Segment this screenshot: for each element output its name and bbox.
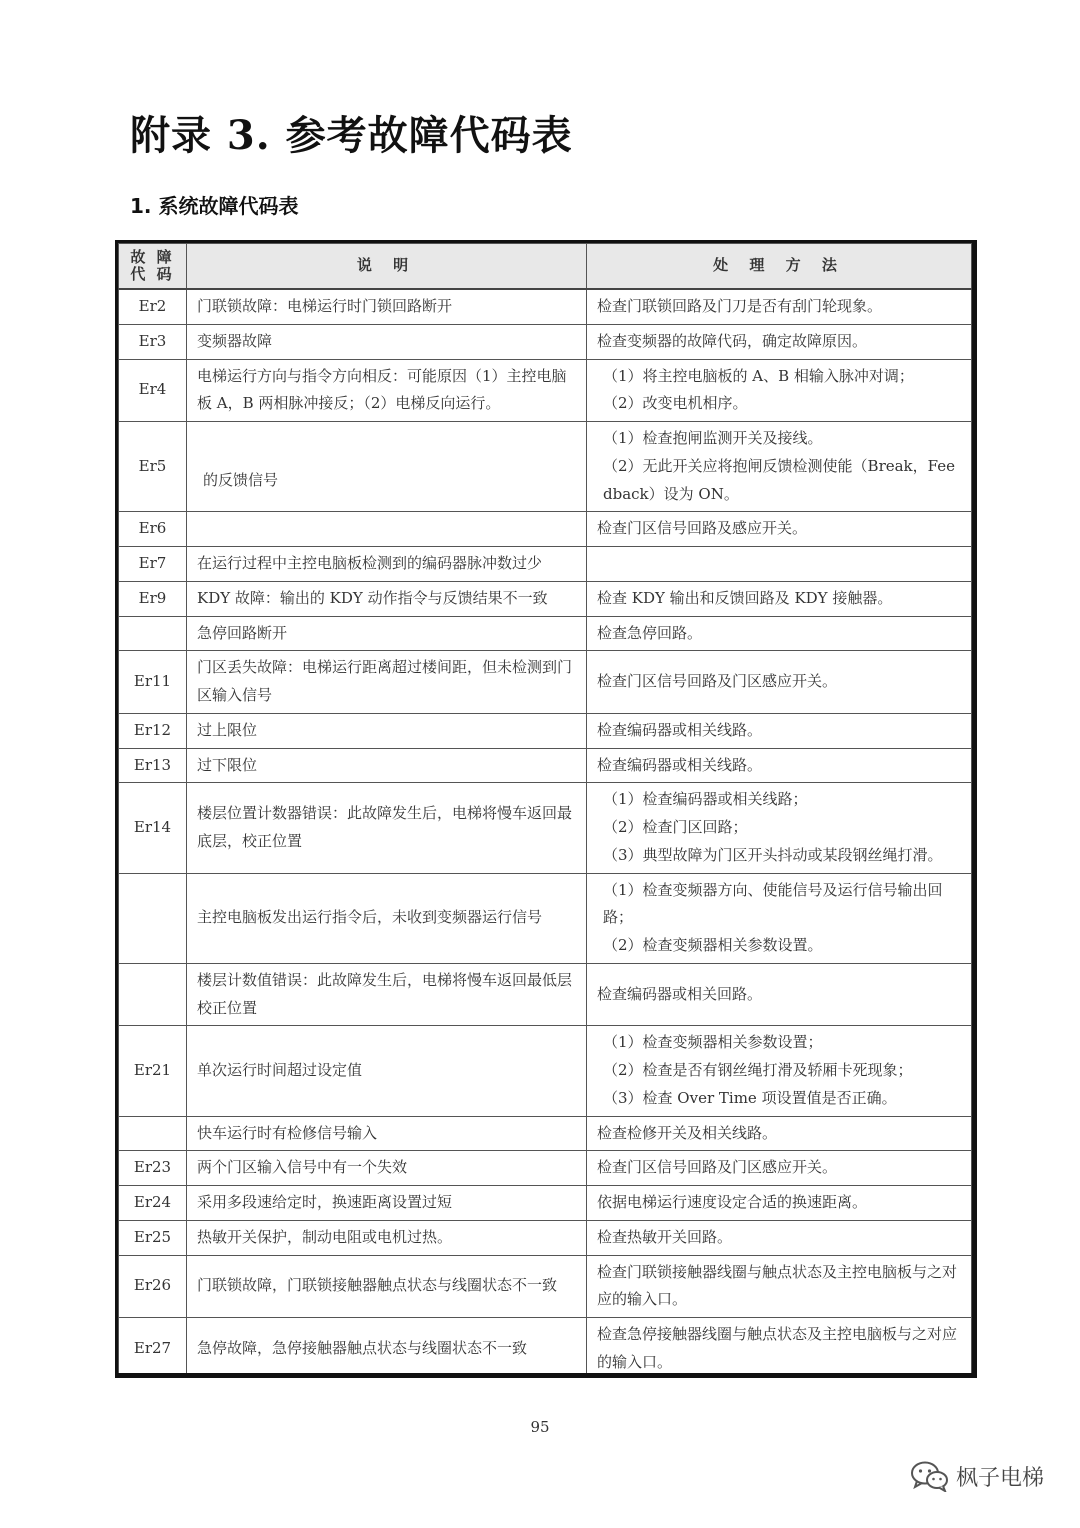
fault-code-cell: Er23 xyxy=(119,1151,187,1186)
solution-line: 检查编码器或相关线路。 xyxy=(597,755,763,774)
solution-line: （2）无此开关应将抱闸反馈检测使能（Break，Feedback）设为 ON。 xyxy=(603,456,955,503)
solution-cell xyxy=(587,289,972,324)
header-fault-code xyxy=(119,244,187,290)
solution-line: 检查门联锁接触器线圈与触点状态及主控电脑板与之对应的输入口。 xyxy=(597,1262,958,1309)
solution-cell xyxy=(587,512,972,547)
solution-line: 检查门联锁回路及门刀是否有刮门轮现象。 xyxy=(597,297,883,315)
description-line: 楼层计数值错误：此故障发生后，电梯将慢车返回最低层校正位置 xyxy=(197,970,573,1017)
solution-line: （2）检查是否有钢丝绳打滑及轿厢卡死现象； xyxy=(603,1061,913,1079)
solution-line: （1）检查抱闸监测开关及接线。 xyxy=(603,429,823,447)
table-row xyxy=(119,963,972,1026)
wechat-icon xyxy=(910,1460,950,1492)
table-row xyxy=(119,359,972,422)
solution-line: 检查急停接触器线圈与触点状态及主控电脑板与之对应的输入口。 xyxy=(597,1325,958,1371)
description-cell xyxy=(187,289,587,324)
fault-code-cell: Er14 xyxy=(119,783,187,873)
description-line: 电梯运行方向与指令方向相反：可能原因（1）主控电脑板 A，B 两相脉冲接反；（2）电梯反向运行。 xyxy=(197,366,567,413)
solution-line: 检查检修开关及相关线路。 xyxy=(597,1123,778,1142)
solution-cell xyxy=(587,1026,972,1116)
description-line: 的反馈信号 xyxy=(203,470,279,489)
description-line: 急停故障，急停接触器触点状态与线圈状态不一致 xyxy=(197,1338,528,1357)
description-cell xyxy=(187,1255,587,1318)
fault-code-cell: Er2 xyxy=(119,289,187,324)
page-title: 附录 3. 参考故障代码表 xyxy=(130,112,573,159)
solution-line: （1）检查变频器方向、使能信号及运行信号输出回路； xyxy=(603,880,943,927)
description-line: 变频器故障 xyxy=(197,331,273,350)
table-row xyxy=(119,422,972,512)
table-row xyxy=(119,581,972,616)
description-line: 过下限位 xyxy=(197,755,258,774)
table-row xyxy=(119,713,972,748)
fault-code-cell: Er12 xyxy=(119,713,187,748)
description-cell xyxy=(187,1318,587,1379)
description-cell xyxy=(187,963,587,1026)
description-line: 两个门区输入信号中有一个失效 xyxy=(197,1158,408,1177)
fault-code-cell xyxy=(119,963,187,1026)
solution-line: （2）改变电机相序。 xyxy=(603,394,748,413)
description-line: 过上限位 xyxy=(197,720,258,739)
description-cell xyxy=(187,651,587,714)
solution-cell xyxy=(587,547,972,582)
fault-code-cell: Er5 xyxy=(119,422,187,512)
table-row xyxy=(119,547,972,582)
solution-line: 检查门区信号回路及门区感应开关。 xyxy=(597,672,838,691)
solution-line: 检查编码器或相关回路。 xyxy=(597,984,763,1003)
table-row xyxy=(119,512,972,547)
fault-code-cell xyxy=(119,1116,187,1151)
solution-line: 检查变频器的故障代码，确定故障原因。 xyxy=(597,331,868,350)
table-row xyxy=(119,289,972,324)
description-line: 热敏开关保护，制动电阻或电机过热。 xyxy=(197,1227,453,1246)
solution-line: （2）检查变频器相关参数设置。 xyxy=(603,936,823,954)
table-row xyxy=(119,651,972,714)
solution-cell xyxy=(587,1255,972,1318)
description-line: KDY 故障：输出的 KDY 动作指令与反馈结果不一致 xyxy=(197,588,548,607)
description-cell xyxy=(187,616,587,651)
fault-code-cell: Er6 xyxy=(119,512,187,547)
table-row xyxy=(119,1186,972,1221)
description-cell xyxy=(187,1116,587,1151)
table-row xyxy=(119,1116,972,1151)
fault-code-cell: Er7 xyxy=(119,547,187,582)
header-fault-code-line1: 故 障 xyxy=(130,247,175,266)
solution-line: （1）检查编码器或相关线路； xyxy=(603,790,808,809)
description-line: 急停回路断开 xyxy=(197,623,288,642)
fault-code-cell: Er24 xyxy=(119,1186,187,1221)
solution-cell xyxy=(587,616,972,651)
description-cell xyxy=(187,512,587,547)
solution-line: （2）检查门区回路； xyxy=(603,818,748,836)
solution-line xyxy=(597,550,961,578)
header-fault-code-line2: 代 码 xyxy=(130,265,175,283)
section-heading: 1. 系统故障代码表 xyxy=(130,194,299,218)
solution-line: （1）检查变频器相关参数设置； xyxy=(603,1033,823,1052)
description-line xyxy=(197,439,576,467)
fault-code-cell xyxy=(119,873,187,963)
solution-cell xyxy=(587,1151,972,1186)
table-row xyxy=(119,1220,972,1255)
header-solution: 处 理 方 法 xyxy=(587,244,972,290)
solution-cell xyxy=(587,359,972,422)
fault-code-cell: Er11 xyxy=(119,651,187,714)
solution-cell xyxy=(587,651,972,714)
description-cell xyxy=(187,547,587,582)
solution-cell xyxy=(587,1186,972,1221)
fault-code-cell: Er3 xyxy=(119,324,187,359)
table-row xyxy=(119,783,972,873)
description-cell xyxy=(187,581,587,616)
solution-cell xyxy=(587,713,972,748)
description-line: 门联锁故障，门联锁接触器触点状态与线圈状态不一致 xyxy=(197,1276,558,1295)
solution-line: 检查急停回路。 xyxy=(597,623,703,642)
description-line: 采用多段速给定时，换速距离设置过短 xyxy=(197,1193,453,1211)
description-line: 门联锁故障：电梯运行时门锁回路断开 xyxy=(197,297,453,315)
solution-cell xyxy=(587,783,972,873)
watermark xyxy=(910,1460,1044,1492)
table-row xyxy=(119,1151,972,1186)
solution-cell xyxy=(587,1220,972,1255)
solution-line: （1）将主控电脑板的 A、B 相输入脉冲对调； xyxy=(603,366,914,385)
fault-code-cell: Er27 xyxy=(119,1318,187,1379)
solution-line: 检查热敏开关回路。 xyxy=(597,1227,733,1246)
description-cell xyxy=(187,324,587,359)
solution-cell xyxy=(587,581,972,616)
fault-code-cell: Er26 xyxy=(119,1255,187,1318)
table-row xyxy=(119,873,972,963)
solution-line: （3）典型故障为门区开头抖动或某段钢丝绳打滑。 xyxy=(603,845,943,864)
description-cell xyxy=(187,1026,587,1116)
fault-code-cell: Er9 xyxy=(119,581,187,616)
description-line: 主控电脑板发出运行指令后，未收到变频器运行信号 xyxy=(197,908,543,927)
table-row xyxy=(119,324,972,359)
solution-line: 检查 KDY 输出和反馈回路及 KDY 接触器。 xyxy=(597,588,893,607)
solution-line: 依据电梯运行速度设定合适的换速距离。 xyxy=(597,1193,868,1211)
solution-cell xyxy=(587,422,972,512)
page-number: 95 xyxy=(530,1418,550,1436)
table-header-row xyxy=(119,244,972,290)
solution-cell xyxy=(587,748,972,783)
fault-code-cell: Er21 xyxy=(119,1026,187,1116)
description-line xyxy=(197,515,576,543)
watermark-text: 枫子电梯 xyxy=(955,1465,1044,1491)
description-cell xyxy=(187,422,587,512)
description-line: 单次运行时间超过设定值 xyxy=(197,1061,363,1079)
description-line: 门区丢失故障：电梯运行距离超过楼间距，但未检测到门区输入信号 xyxy=(197,658,573,704)
solution-cell xyxy=(587,873,972,963)
description-line: 快车运行时有检修信号输入 xyxy=(197,1123,378,1142)
description-cell xyxy=(187,1186,587,1221)
header-description: 说 明 xyxy=(187,244,587,290)
description-cell xyxy=(187,783,587,873)
fault-code-cell: Er4 xyxy=(119,359,187,422)
solution-cell xyxy=(587,324,972,359)
fault-code-table-frame xyxy=(115,240,977,1378)
fault-code-cell xyxy=(119,616,187,651)
fault-code-cell: Er25 xyxy=(119,1220,187,1255)
solution-line: 检查门区信号回路及感应开关。 xyxy=(597,519,808,538)
table-row xyxy=(119,748,972,783)
description-cell xyxy=(187,1151,587,1186)
solution-line: （3）检查 Over Time 项设置值是否正确。 xyxy=(603,1088,897,1107)
table-row xyxy=(119,1318,972,1379)
fault-code-table xyxy=(118,243,972,1378)
table-row xyxy=(119,1026,972,1116)
solution-cell xyxy=(587,963,972,1026)
description-cell xyxy=(187,873,587,963)
description-cell xyxy=(187,359,587,422)
description-cell xyxy=(187,748,587,783)
table-body xyxy=(119,289,972,1378)
table-row xyxy=(119,616,972,651)
table-row xyxy=(119,1255,972,1318)
description-cell xyxy=(187,1220,587,1255)
description-line: 在运行过程中主控电脑板检测到的编码器脉冲数过少 xyxy=(197,554,543,572)
solution-line: 检查编码器或相关线路。 xyxy=(597,720,763,739)
description-line: 楼层位置计数器错误：此故障发生后，电梯将慢车返回最底层，校正位置 xyxy=(197,804,573,850)
description-cell xyxy=(187,713,587,748)
solution-line: 检查门区信号回路及门区感应开关。 xyxy=(597,1158,838,1177)
fault-code-cell: Er13 xyxy=(119,748,187,783)
solution-cell xyxy=(587,1318,972,1379)
solution-cell xyxy=(587,1116,972,1151)
